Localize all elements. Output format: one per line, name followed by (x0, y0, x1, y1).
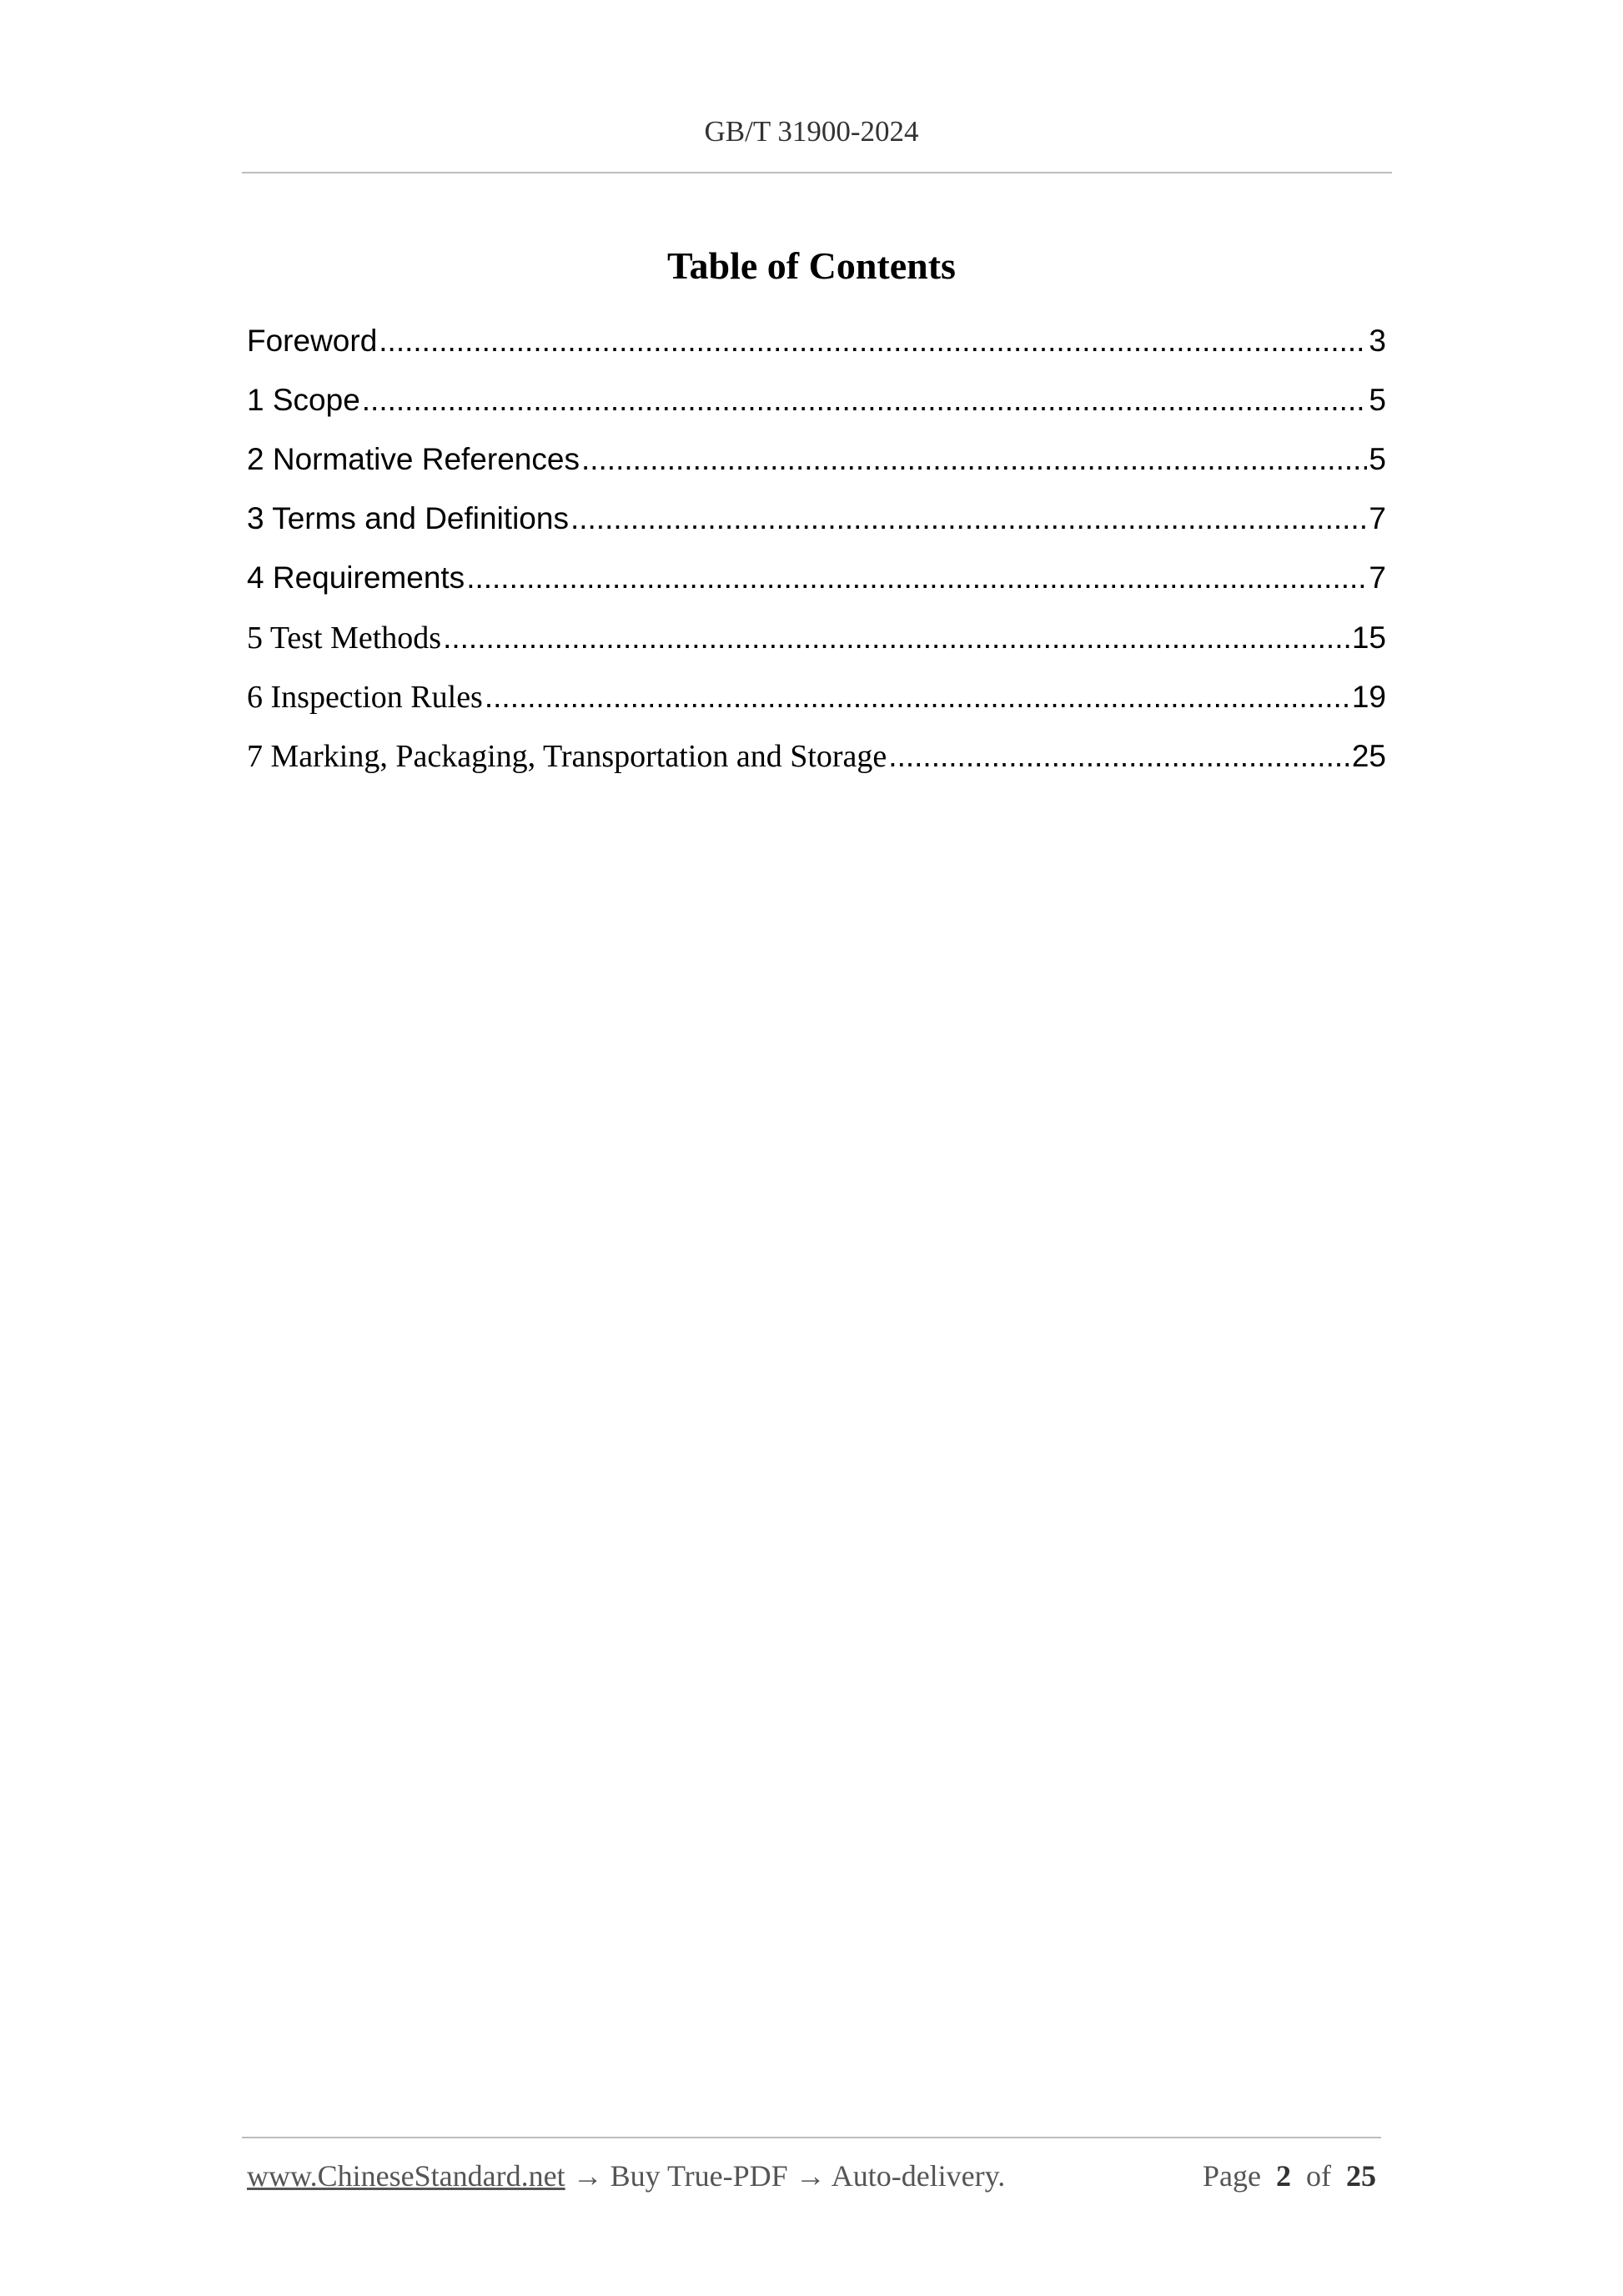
toc-entry-terms-and-definitions[interactable] (247, 501, 1386, 560)
dot-leader (443, 620, 1350, 656)
toc-entry-scope[interactable] (247, 383, 1386, 442)
footer-promo (247, 2158, 1005, 2193)
footer-divider (242, 2137, 1381, 2138)
toc-entry-normative-references[interactable] (247, 442, 1386, 501)
dot-leader (581, 442, 1367, 477)
table-of-contents (247, 324, 1386, 797)
dot-leader (485, 680, 1350, 715)
toc-entry-page: 5 (1369, 383, 1386, 417)
toc-entry-page: 5 (1369, 442, 1386, 476)
toc-entry-label: 6 Inspection Rules (247, 680, 483, 715)
toc-entry-label: 2 Normative References (247, 442, 580, 476)
toc-entry-foreword[interactable] (247, 324, 1386, 383)
toc-entry-label: 1 Scope (247, 383, 360, 417)
dot-leader (466, 560, 1367, 595)
dot-leader (570, 501, 1367, 536)
document-number: GB/T 31900-2024 (704, 115, 919, 148)
arrow-icon: → (795, 2159, 826, 2193)
toc-entry-label: 3 Terms and Definitions (247, 501, 569, 535)
dot-leader (379, 324, 1367, 359)
dot-leader (888, 739, 1350, 774)
page-footer (247, 2158, 1376, 2193)
toc-entry-page: 7 (1369, 501, 1386, 535)
toc-entry-inspection-rules[interactable] (247, 679, 1386, 738)
toc-entry-page: 3 (1369, 324, 1386, 358)
page-number (1203, 2158, 1376, 2193)
header-divider (242, 172, 1392, 173)
toc-entry-marking-packaging[interactable] (247, 738, 1386, 797)
toc-entry-page: 7 (1369, 560, 1386, 595)
arrow-icon: → (572, 2159, 603, 2193)
footer-step-buy: Buy True-PDF (610, 2159, 788, 2193)
toc-heading: Table of Contents (667, 244, 956, 287)
toc-entry-requirements[interactable] (247, 560, 1386, 620)
website-link[interactable]: www.ChineseStandard.net (247, 2159, 565, 2193)
current-page: 2 (1276, 2159, 1291, 2193)
toc-entry-page: 25 (1351, 739, 1386, 773)
toc-entry-label: 5 Test Methods (247, 620, 442, 656)
dot-leader (362, 383, 1368, 418)
toc-entry-label: 7 Marking, Packaging, Transportation and Storage (247, 739, 887, 774)
toc-entry-label: Foreword (247, 324, 378, 358)
page-word: Page (1203, 2159, 1261, 2193)
of-word: of (1306, 2159, 1331, 2193)
footer-step-delivery: Auto-delivery. (831, 2159, 1006, 2193)
toc-entry-test-methods[interactable] (247, 620, 1386, 679)
total-pages: 25 (1346, 2159, 1376, 2193)
toc-entry-label: 4 Requirements (247, 560, 465, 595)
toc-entry-page: 15 (1351, 620, 1386, 655)
toc-entry-page: 19 (1351, 680, 1386, 714)
